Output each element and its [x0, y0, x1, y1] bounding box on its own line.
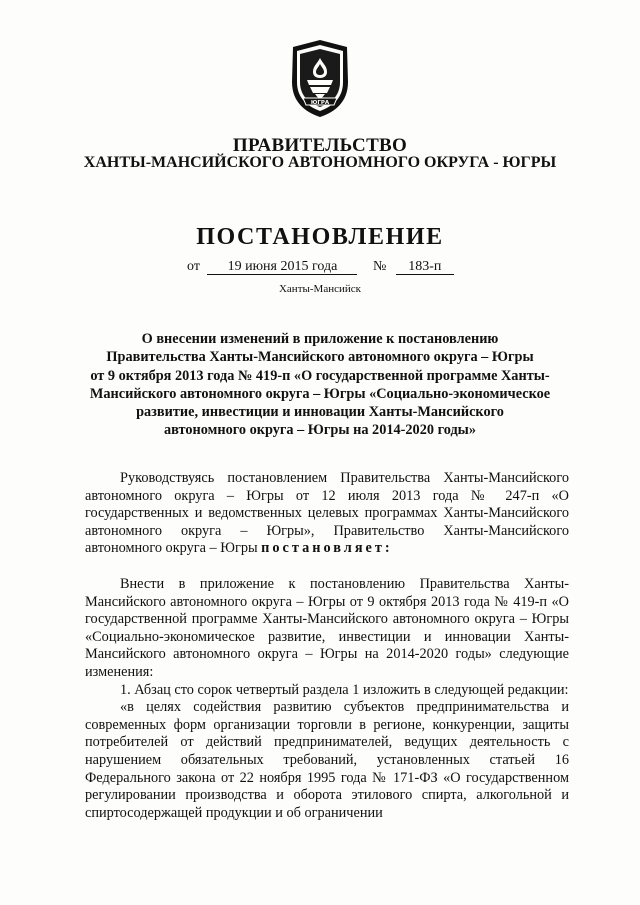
- date-number-line: [187, 259, 454, 275]
- title-line: Правительства Ханты-Мансийского автономного округа – Югры: [106, 349, 534, 366]
- resolves-keyword: постановляет:: [261, 540, 393, 557]
- title-line: О внесении изменений в приложение к постановлению: [141, 331, 499, 347]
- city-name: Ханты-Мансийск: [278, 283, 361, 295]
- body-paragraph: [85, 470, 569, 558]
- title-line: Мансийского автономного округа – Югры «Социально-экономическое: [89, 385, 551, 402]
- emblem-banner-text: ЮГРА: [310, 99, 330, 106]
- body-paragraph: Внести в приложение к постановлению Правительства Ханты-Мансийского автономного округа – Югры от 9 октября 2013 года № 419-п «О государственной программе Ханты-Мансийского автономного округа – Югры «Социально-экономическое развитие, инвестиции и инновации Ханты-Мансийского автономного округа – Югры на 2014-2020 годы» следующие изменения:: [85, 575, 569, 680]
- document-body: [85, 470, 569, 822]
- title-line: от 9 октября 2013 года № 419-п «О государственной программе Ханты-: [90, 367, 550, 384]
- number-sign: №: [372, 259, 387, 274]
- date-prefix: от: [187, 259, 200, 274]
- document-number: 183-п: [396, 259, 454, 275]
- document-title: [70, 330, 570, 440]
- title-line: автономного округа – Югры на 2014-2020 годы»: [163, 422, 476, 439]
- title-line: развитие, инвестиции и инновации Ханты-Мансийского: [136, 404, 504, 421]
- document-type-heading: ПОСТАНОВЛЕНИЕ: [196, 224, 444, 250]
- body-paragraph: 1. Абзац сто сорок четвертый раздела 1 изложить в следующей редакции:: [120, 681, 569, 698]
- coat-of-arms-icon: [285, 38, 355, 118]
- government-name-line1: ПРАВИТЕЛЬСТВО: [232, 135, 408, 156]
- preamble-text: Руководствуясь постановлением Правительства Ханты-Мансийского автономного округа – Югры от 12 июля 2013 года № 247-п «О государственных и ведомственных целевых программах Ханты-Мансийского автономного округа – Югры», Правительство Ханты-Мансийского автономного округа – Югры: [85, 470, 569, 557]
- document-date: 19 июня 2015 года: [207, 259, 357, 275]
- government-name-line2: ХАНТЫ-МАНСИЙСКОГО АВТОНОМНОГО ОКРУГА - ЮГРЫ: [83, 154, 557, 171]
- body-paragraph: «в целях содействия развитию субъектов предпринимательства и современных форм организации торговли в регионе, конкуренции, защиты потребителей от действий предпринимателей, ведущих деятельность с нарушением обязательных требований, установленных статьей 16 Федерального закона от 22 ноября 1995 года № 171-ФЗ «О государственном регулировании производства и оборота этилового спирта, алкогольной и спиртосодержащей продукции и об ограничении: [85, 699, 569, 821]
